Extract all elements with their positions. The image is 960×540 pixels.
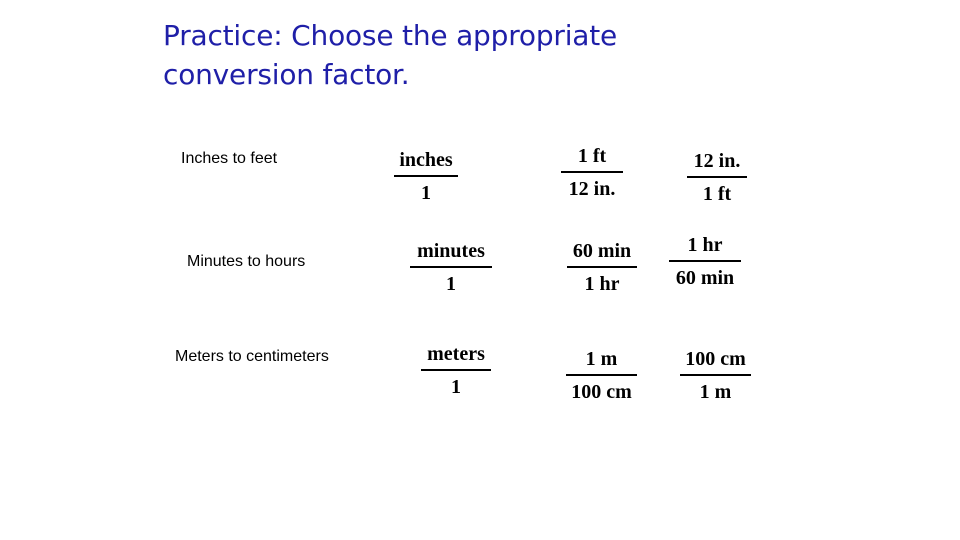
- title-line-1: Practice: Choose the appropriate: [163, 19, 618, 52]
- fraction-denominator: 1: [446, 273, 456, 295]
- fraction-100cm-over-1m: [680, 349, 751, 402]
- row-label-inches-to-feet: Inches to feet: [181, 150, 278, 167]
- fraction-bar: [680, 374, 751, 376]
- fraction-1hr-over-60min: [669, 235, 741, 288]
- fraction-denominator: 100 cm: [571, 381, 632, 403]
- fraction-denominator: 1 m: [699, 381, 732, 403]
- fraction-bar: [421, 369, 491, 371]
- fraction-numerator: 1 hr: [687, 234, 723, 256]
- slide-title: [163, 16, 763, 94]
- fraction-numerator: 1 m: [585, 348, 618, 370]
- fraction-denominator: 60 min: [675, 267, 735, 289]
- fraction-numerator: 60 min: [572, 240, 632, 262]
- fraction-numerator: meters: [427, 343, 485, 365]
- row-label-meters-to-centimeters: Meters to centimeters: [175, 348, 329, 365]
- fraction-bar: [410, 266, 492, 268]
- fraction-denominator: 1: [451, 376, 461, 398]
- fraction-bar: [561, 171, 623, 173]
- fraction-12in-over-1ft: [687, 151, 747, 204]
- fraction-denominator: 1 hr: [584, 273, 620, 295]
- fraction-numerator: inches: [399, 149, 453, 171]
- title-line-2: conversion factor.: [163, 58, 410, 91]
- fraction-numerator: minutes: [417, 240, 485, 262]
- fraction-inches-over-1: [394, 150, 458, 203]
- fraction-bar: [394, 175, 458, 177]
- fraction-bar: [566, 374, 637, 376]
- fraction-denominator: 1: [421, 182, 431, 204]
- fraction-bar: [669, 260, 741, 262]
- fraction-denominator: 1 ft: [702, 183, 732, 205]
- fraction-numerator: 12 in.: [693, 150, 741, 172]
- fraction-1ft-over-12in: [561, 146, 623, 199]
- fraction-60min-over-1hr: [567, 241, 637, 294]
- row-label-minutes-to-hours: Minutes to hours: [187, 253, 306, 270]
- fraction-1m-over-100cm: [566, 349, 637, 402]
- fraction-numerator: 1 ft: [577, 145, 607, 167]
- fraction-bar: [687, 176, 747, 178]
- fraction-meters-over-1: [421, 344, 491, 397]
- fraction-bar: [567, 266, 637, 268]
- fraction-denominator: 12 in.: [568, 178, 616, 200]
- fraction-numerator: 100 cm: [685, 348, 746, 370]
- fraction-minutes-over-1: [410, 241, 492, 294]
